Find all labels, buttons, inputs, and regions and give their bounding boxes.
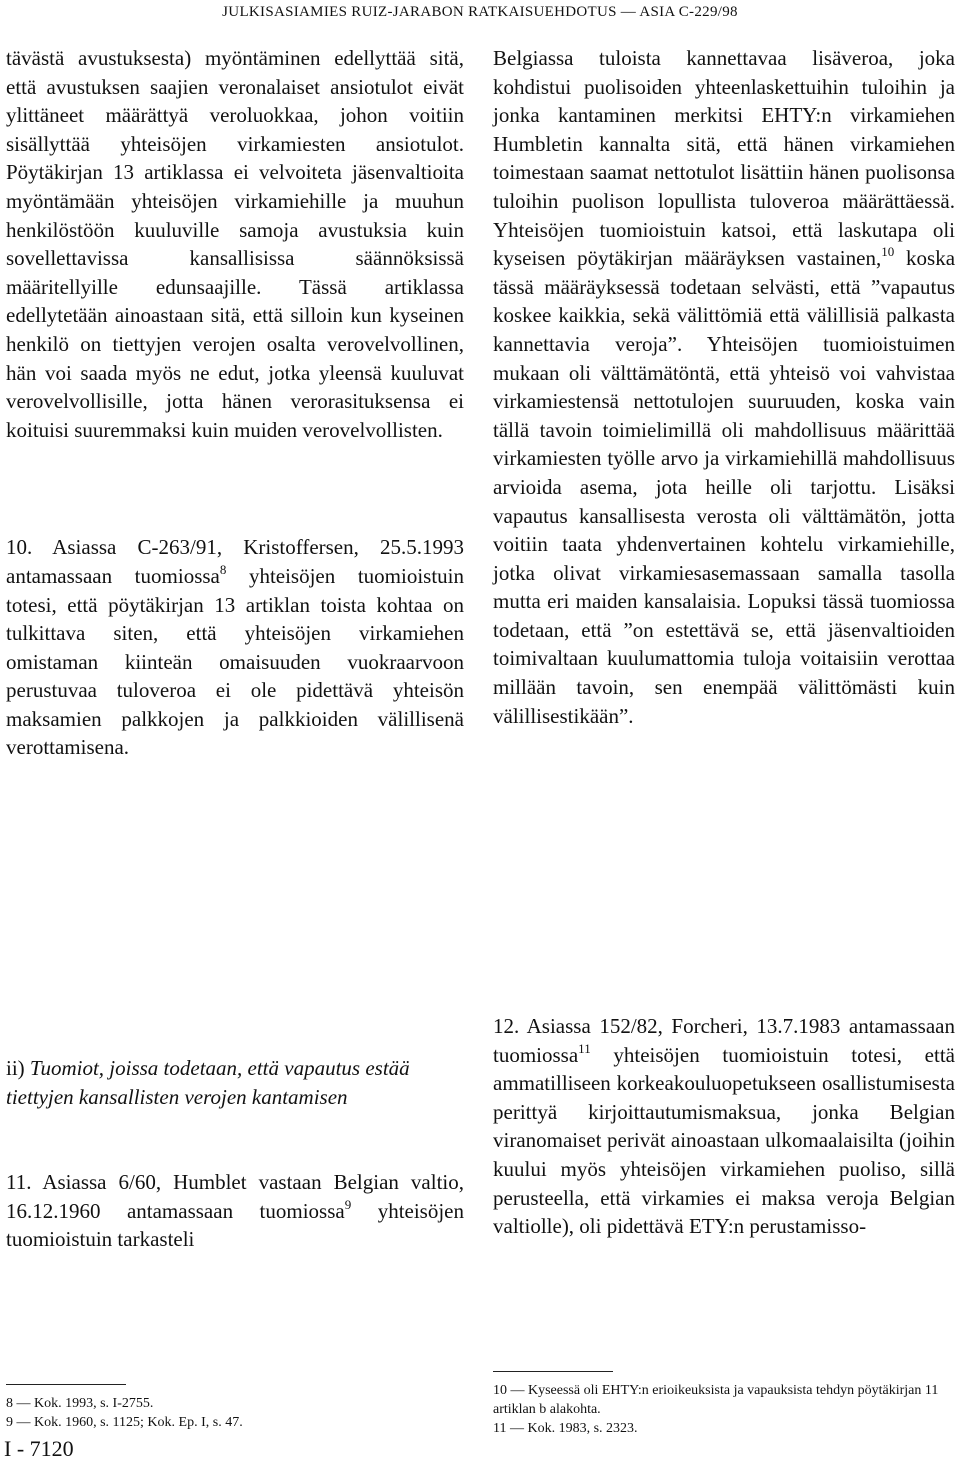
section-heading-text: Tuomiot, joissa todetaan, että vapautus estää tiettyjen kansallisten verojen kantamisen [6, 1056, 410, 1109]
footnote-ref-8[interactable]: 8 [219, 561, 227, 577]
paragraph-right-1-rest: koska tässä määräyksessä todetaan selvästi, että ”vapautus koskee kaikkia, sekä välittömiä että välillisiä palkasta kannettavia veroja”. Yhteisöjen tuomioistuimen mukaan oli välttämätöntä, että yhteisö voi vahvistaa virkamiestensä nettotulojen suuruuden, koska vain tällä tavoin toimielimillä oli mahdollisuus määrittää virkamiesten työlle arvo ja virkamiehillä mahdollisuus arvioida asema, jota heille oli tarjottu. Lisäksi vapautus kansallisesta verosta oli välttämätön, jotta voitiin taata yhdenvertainen kohtelu virkamiehille, jotka olivat virkamiesasemassaan samalla tasolla mutta eri maiden kansalaisia. Lopuksi tässä tuomiossa todetaan, että ”on estettävä se, että jäsenvaltioiden toimivaltaan kuulumattomia tuloja voitaisiin verottaa millään tavoin, sen enempää välittömästi kuin välillisestikään”. [493, 246, 956, 728]
right-column-bottom [493, 1012, 955, 1241]
right-column-top [493, 44, 955, 730]
section-heading-number: ii) [6, 1056, 25, 1080]
paragraph-12-rest: yhteisöjen tuomioistuin totesi, että ammatilliseen korkeakouluopetukseen osallistumisesta perittyä kirjoittautumismaksua, jonka Belgian viranomaiset perivät ainoastaan ulkomaalaisilta (joihin kuului myös yhteisöjen virkamiehen puoliso, sillä perusteella, että virkamies ei maksa veroja Belgian valtiolle), oli pidettävä ETY:n perustamisso- [493, 1042, 955, 1239]
footnote-8: 8 — Kok. 1993, s. I-2755. [6, 1396, 154, 1411]
paragraph-10-rest: yhteisöjen tuomioistuin totesi, että pöytäkirjan 13 artiklan toista kohtaa on tulkittava siten, että yhteisöjen virkamiehen omistaman kiinteän omaisuuden vuokraarvoon perustuvaa tuloveroa ei ole pidettävä yhteisön maksamien palkkojen ja palkkioiden välillisenä verottamisena. [6, 563, 465, 760]
paragraph-11 [6, 1168, 464, 1254]
footnote-ref-10[interactable]: 10 [881, 244, 895, 260]
left-column-bottom [6, 1054, 464, 1254]
paragraph-right-1-start: Belgiassa tuloista kannettavaa lisäveroa, joka kohdistui puolisoiden yhteenlaskettuihin tuloihin ja jonka kantaminen merkitsi EHTY:n virkamiehen Humbletin kannalta sitä, että hänen virkamiehen toimestaan saamat nettotulot lisättiin hänen puolisonsa tuloihin puolison lopullista tuloveroa määrättäessä. Yhteisöjen tuomioistuin katsoi, että laskutapa oli kyseisen pöytäkirjan määräyksen vastainen, [493, 46, 955, 271]
footnote-ref-9[interactable]: 9 [344, 1196, 352, 1212]
footnote-divider-left [6, 1384, 126, 1385]
running-header: JULKISASIAMIES RUIZ-JARABON RATKAISUEHDOTUS — ASIA C-229/98 [222, 4, 738, 20]
section-heading [6, 1054, 464, 1111]
footnote-ref-11[interactable]: 11 [578, 1040, 591, 1056]
footnotes-right [493, 1381, 955, 1438]
left-column-top [6, 44, 464, 762]
footnotes-left [6, 1394, 446, 1432]
paragraph-right-1 [493, 44, 955, 730]
footnote-10: 10 — Kyseessä oli EHTY:n erioikeuksista ja vapauksista tehdyn pöytäkirjan 11 artiklan b alakohta. [493, 1383, 939, 1417]
footnote-divider-right [493, 1371, 613, 1372]
footnote-9: 9 — Kok. 1960, s. 1125; Kok. Ep. I, s. 47. [6, 1415, 243, 1430]
paragraph-12 [493, 1012, 955, 1241]
paragraph-12-start: 12. Asiassa 152/82, Forcheri, 13.7.1983 antamassaan tuomiossa [493, 1014, 955, 1067]
paragraph-11-start: 11. Asiassa 6/60, Humblet vastaan Belgian valtio, 16.12.1960 antamassaan tuomiossa [6, 1170, 464, 1223]
footnote-11: 11 — Kok. 1983, s. 2323. [493, 1421, 638, 1436]
page-number: I - 7120 [4, 1436, 74, 1461]
paragraph-left-1: tävästä avustuksesta) myöntäminen edellyttää sitä, että avustuksen saajien veronalaiset ansiotulot eivät ylittäneet määrättyä veroluokkaa, johon voitiin sisällyttää yhteisöjen virkamiesten ansiotulot. Pöytäkirjan 13 artiklassa ei velvoiteta jäsenvaltioita myöntämään yhteisöjen virkamiehille ja muuhun henkilöstöön kuuluville samoja avustuksia kuin sovellettavissa kansallisissa säännöksissä määritellyille edunsaajille. Tässä artiklassa edellytetään ainoastaan sitä, että silloin kun kyseinen henkilö on tiettyjen verojen osalta verovelvollinen, hän voi saada myös ne edut, jotka yleensä kuuluvat verovelvollisille, jotta hänen verorasituksensa ei koituisi suuremmaksi kuin muiden verovelvollisten. [6, 46, 464, 442]
paragraph-10-start: 10. Asiassa C-263/91, Kristoffersen, 25.5.1993 antamassaan tuomiossa [6, 535, 464, 588]
paragraph-10 [6, 533, 464, 762]
paragraph-11-rest: yhteisöjen tuomioistuin tarkasteli [6, 1198, 465, 1252]
